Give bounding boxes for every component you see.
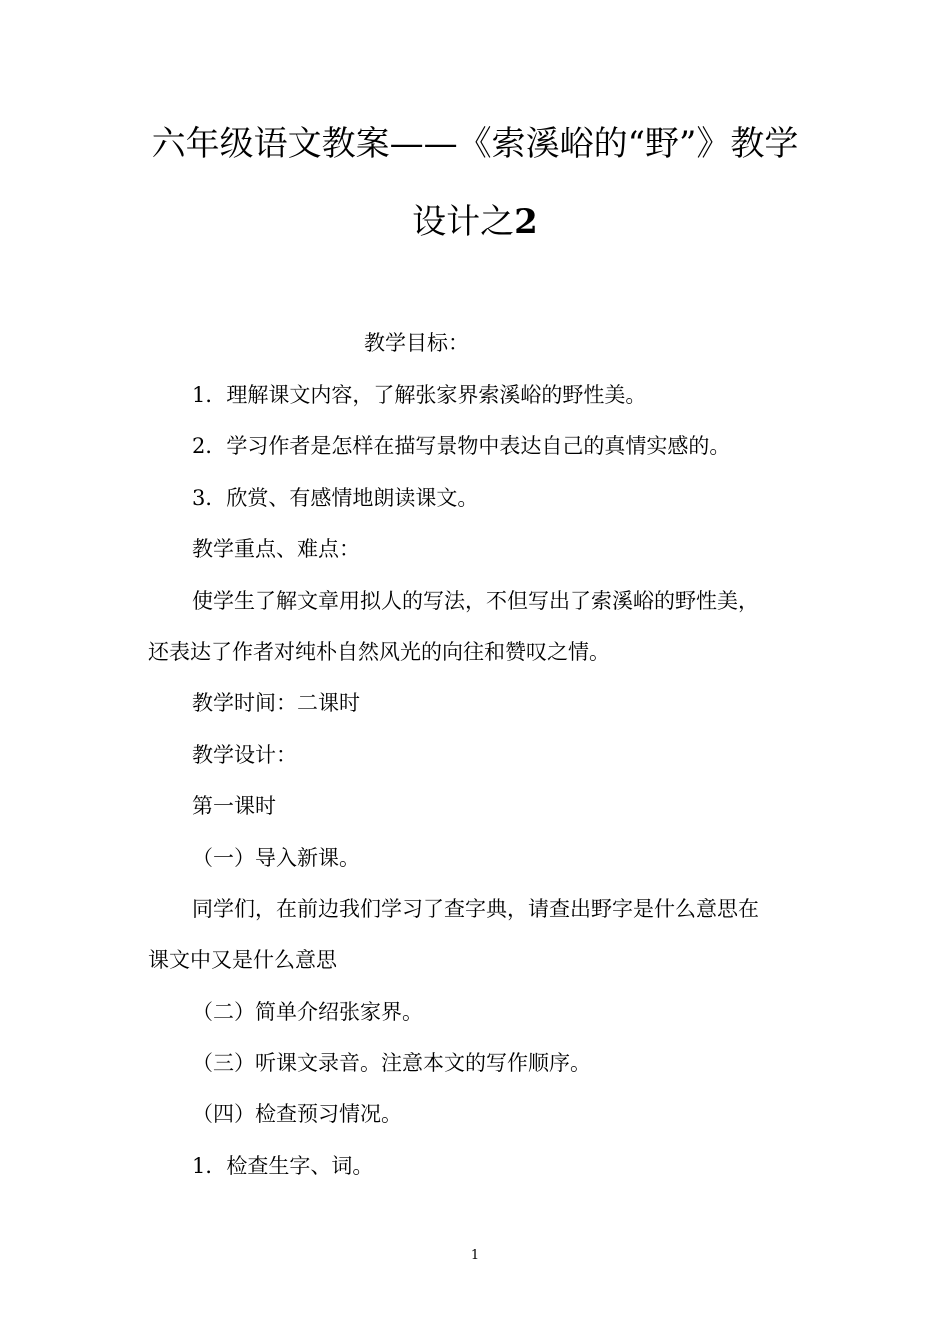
teaching-time: 教学时间：二课时: [192, 691, 360, 715]
title-text-1: 六年级语文教案——《索溪峪的“野”》教学: [151, 124, 799, 164]
key-points-line-2: 还表达了作者对纯朴自然风光的向往和赞叹之情。: [148, 640, 610, 664]
key-points-line-1: 使学生了解文章用拟人的写法，不但写出了索溪峪的野性美，: [192, 589, 759, 613]
step-4-heading: （四）检查预习情况。: [192, 1102, 402, 1126]
goal-1-number: 1: [192, 383, 206, 407]
goal-2-text: ．学习作者是怎样在描写景物中表达自己的真情实感的。: [205, 434, 731, 458]
check-item-1: [192, 1153, 373, 1179]
step-1-line-2: 课文中又是什么意思: [148, 948, 337, 972]
step-1-line-1: 同学们，在前边我们学习了查字典，请查出野字是什么意思在: [192, 897, 759, 921]
goals-heading: 教学目标：: [364, 331, 469, 355]
title-text-2: 设计之: [412, 202, 515, 242]
page-number: 1: [470, 1248, 480, 1263]
step-1-heading: （一）导入新课。: [192, 846, 360, 870]
goal-item-2: [192, 433, 730, 459]
step-2-heading: （二）简单介绍张家界。: [192, 1000, 423, 1024]
goal-1-text: ．理解课文内容，了解张家界索溪峪的野性美。: [205, 383, 647, 407]
title-number: 2: [514, 202, 538, 242]
design-heading: 教学设计：: [192, 743, 297, 767]
goal-2-number: 2: [192, 434, 206, 458]
check-1-number: 1: [192, 1154, 206, 1178]
goal-3-number: 3: [192, 486, 206, 510]
step-3-heading: （三）听课文录音。注意本文的写作顺序。: [192, 1051, 591, 1075]
goal-item-3: [192, 485, 478, 511]
key-points-heading: 教学重点、难点：: [192, 537, 360, 561]
check-1-text: ．检查生字、词。: [205, 1154, 374, 1178]
goal-3-text: ．欣赏、有感情地朗读课文。: [205, 486, 479, 510]
lesson-1-heading: 第一课时: [192, 794, 276, 818]
document-title-line-2: [0, 202, 950, 242]
goal-item-1: [192, 382, 646, 408]
document-title-line-1: [0, 124, 950, 164]
